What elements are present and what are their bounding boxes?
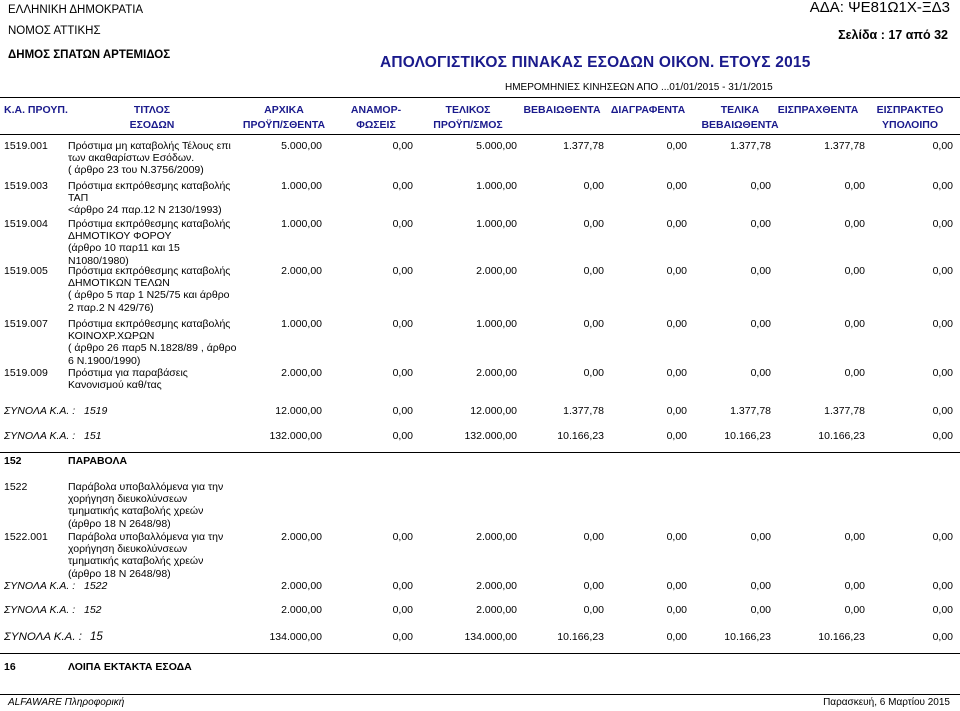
row-code: 1519.005 bbox=[4, 265, 48, 277]
totals-code: 1519 bbox=[84, 405, 108, 417]
value-cell: 0,00 bbox=[932, 604, 953, 616]
column-header: ΑΝΑΜΟΡ- bbox=[350, 104, 402, 116]
value-cell: 0,00 bbox=[932, 180, 953, 192]
column-header: ΔΙΑΓΡΑΦΕΝΤΑ bbox=[610, 104, 686, 116]
value-cell: 0,00 bbox=[932, 430, 953, 442]
row-description: ( άρθρο 23 του Ν.3756/2009) bbox=[68, 164, 204, 177]
column-header: ΒΕΒΑΙΩΘΕΝΤΑ bbox=[523, 104, 601, 116]
row-description: ΔΗΜΟΤΙΚΩΝ ΤΕΛΩΝ bbox=[68, 277, 170, 290]
totals-label: ΣΥΝΟΛΑ Κ.Α. : bbox=[4, 631, 82, 643]
country-label: ΕΛΛΗΝΙΚΗ ΔΗΜΟΚΡΑΤΙΑ bbox=[8, 4, 144, 16]
totals-code: 1522 bbox=[84, 580, 108, 592]
row-code: 1522 bbox=[4, 481, 28, 493]
value-cell: 0,00 bbox=[583, 367, 604, 379]
value-cell: 12.000,00 bbox=[275, 405, 322, 417]
row-description: ΚΟΙΝΟΧΡ.ΧΩΡΩΝ bbox=[68, 330, 155, 343]
value-cell: 2.000,00 bbox=[476, 580, 517, 592]
totals-code: 152 bbox=[84, 604, 102, 616]
value-cell: 0,00 bbox=[750, 580, 771, 592]
totals-label: ΣΥΝΟΛΑ Κ.Α. : bbox=[4, 604, 76, 616]
value-cell: 1.000,00 bbox=[281, 180, 322, 192]
value-cell: 0,00 bbox=[932, 631, 953, 643]
footer-date: Παρασκευή, 6 Μαρτίου 2015 bbox=[823, 697, 950, 708]
value-cell: 1.000,00 bbox=[281, 218, 322, 230]
report-title: ΑΠΟΛΟΓΙΣΤΙΚΟΣ ΠΙΝΑΚΑΣ ΕΣΟΔΩΝ ΟΙΚΟΝ. ΕΤΟΥΣ 2015 bbox=[380, 54, 811, 71]
value-cell: 0,00 bbox=[844, 531, 865, 543]
value-cell: 10.166,23 bbox=[818, 631, 865, 643]
footer-rule bbox=[0, 694, 960, 695]
value-cell: 0,00 bbox=[844, 180, 865, 192]
value-cell: 0,00 bbox=[844, 367, 865, 379]
value-cell: 0,00 bbox=[750, 218, 771, 230]
section-rule bbox=[0, 452, 960, 453]
row-description: χορήγηση διευκολύνσεων bbox=[68, 543, 188, 556]
value-cell: 1.377,78 bbox=[563, 140, 604, 152]
value-cell: 0,00 bbox=[583, 265, 604, 277]
column-header: ΤΕΛΙΚΑ bbox=[720, 104, 760, 116]
column-header: ΤΕΛΙΚΟΣ bbox=[445, 104, 491, 116]
column-header-line2: ΕΣΟΔΩΝ bbox=[129, 119, 175, 131]
column-header-line2: ΠΡΟΫΠ/ΣΘΕΝΤΑ bbox=[242, 119, 326, 131]
value-cell: 10.166,23 bbox=[724, 430, 771, 442]
value-cell: 0,00 bbox=[666, 604, 687, 616]
value-cell: 0,00 bbox=[392, 405, 413, 417]
value-cell: 0,00 bbox=[750, 318, 771, 330]
value-cell: 0,00 bbox=[844, 604, 865, 616]
value-cell: 0,00 bbox=[932, 140, 953, 152]
row-description: Ν1080/1980) bbox=[68, 254, 129, 267]
value-cell: 0,00 bbox=[583, 531, 604, 543]
row-code: 1522.001 bbox=[4, 531, 48, 543]
value-cell: 0,00 bbox=[932, 531, 953, 543]
row-description: ( άρθρο 26 παρ5 Ν.1828/89 , άρθρο bbox=[68, 342, 237, 355]
value-cell: 0,00 bbox=[392, 318, 413, 330]
value-cell: 0,00 bbox=[932, 580, 953, 592]
row-description: (άρθρο 18 Ν 2648/98) bbox=[68, 517, 171, 530]
value-cell: 0,00 bbox=[932, 218, 953, 230]
row-description: Πρόστιμα εκπρόθεσμης καταβολής bbox=[68, 318, 231, 330]
row-description: ΔΗΜΟΤΙΚΟΥ ΦΟΡΟΥ bbox=[68, 230, 172, 243]
value-cell: 134.000,00 bbox=[269, 631, 322, 643]
row-description: Πρόστιμα εκπρόθεσμης καταβολής bbox=[68, 218, 231, 230]
totals-label: ΣΥΝΟΛΑ Κ.Α. : bbox=[4, 430, 76, 442]
value-cell: 0,00 bbox=[666, 531, 687, 543]
value-cell: 0,00 bbox=[392, 604, 413, 616]
column-header-line2: ΦΩΣΕΙΣ bbox=[356, 119, 396, 131]
row-code: 1519.004 bbox=[4, 218, 48, 230]
value-cell: 2.000,00 bbox=[281, 265, 322, 277]
date-range: ΗΜΕΡΟΜΗΝΙΕΣ ΚΙΝΗΣΕΩΝ ΑΠΟ ...01/01/2015 - 31/1/2015 bbox=[505, 82, 773, 93]
value-cell: 2.000,00 bbox=[281, 367, 322, 379]
row-description: (άρθρο 10 παρ11 και 15 bbox=[68, 242, 180, 255]
value-cell: 0,00 bbox=[932, 405, 953, 417]
section-title: ΛΟΙΠΑ ΕΚΤΑΚΤΑ ΕΣΟΔΑ bbox=[68, 661, 192, 673]
section-title: ΠΑΡΑΒΟΛΑ bbox=[68, 455, 128, 467]
row-description: χορήγηση διευκολύνσεων bbox=[68, 493, 188, 506]
municipality-label: ΔΗΜΟΣ ΣΠΑΤΩΝ ΑΡΤΕΜΙΔΟΣ bbox=[8, 49, 171, 61]
value-cell: 0,00 bbox=[392, 367, 413, 379]
value-cell: 1.377,78 bbox=[824, 405, 865, 417]
row-description: τμηματικής καταβολής χρεών bbox=[68, 555, 204, 568]
column-header-line2: ΠΡΟΫΠ/ΣΜΟΣ bbox=[433, 119, 503, 131]
row-description: Πρόστιμα μη καταβολής Τέλους επι bbox=[68, 140, 231, 152]
value-cell: 2.000,00 bbox=[476, 531, 517, 543]
value-cell: 0,00 bbox=[666, 265, 687, 277]
ada-code: ΑΔΑ: ΨΕ81Ω1Χ-ΞΔ3 bbox=[809, 0, 950, 16]
value-cell: 2.000,00 bbox=[476, 367, 517, 379]
value-cell: 0,00 bbox=[750, 180, 771, 192]
value-cell: 10.166,23 bbox=[557, 430, 604, 442]
value-cell: 0,00 bbox=[392, 631, 413, 643]
value-cell: 1.377,78 bbox=[730, 405, 771, 417]
value-cell: 0,00 bbox=[750, 367, 771, 379]
value-cell: 0,00 bbox=[750, 265, 771, 277]
value-cell: 0,00 bbox=[666, 367, 687, 379]
value-cell: 0,00 bbox=[392, 140, 413, 152]
value-cell: 0,00 bbox=[392, 265, 413, 277]
value-cell: 10.166,23 bbox=[724, 631, 771, 643]
value-cell: 0,00 bbox=[750, 604, 771, 616]
value-cell: 0,00 bbox=[583, 580, 604, 592]
value-cell: 2.000,00 bbox=[476, 265, 517, 277]
column-header: ΑΡΧΙΚΑ bbox=[264, 104, 304, 116]
row-description: ( άρθρο 5 παρ 1 Ν25/75 και άρθρο bbox=[68, 289, 230, 302]
value-cell: 1.000,00 bbox=[476, 218, 517, 230]
value-cell: 0,00 bbox=[392, 580, 413, 592]
row-description: Κανονισμού καθ/τας bbox=[68, 379, 162, 392]
value-cell: 1.377,78 bbox=[824, 140, 865, 152]
row-description: Πρόστιμα εκπρόθεσμης καταβολής bbox=[68, 265, 231, 277]
column-header: Κ.Α. ΠΡΟΥΠ. bbox=[4, 104, 68, 116]
value-cell: 0,00 bbox=[392, 180, 413, 192]
row-description: (άρθρο 18 Ν 2648/98) bbox=[68, 567, 171, 580]
value-cell: 0,00 bbox=[932, 367, 953, 379]
value-cell: 0,00 bbox=[666, 631, 687, 643]
value-cell: 0,00 bbox=[392, 218, 413, 230]
value-cell: 0,00 bbox=[666, 430, 687, 442]
value-cell: 0,00 bbox=[844, 580, 865, 592]
value-cell: 132.000,00 bbox=[464, 430, 517, 442]
value-cell: 0,00 bbox=[844, 318, 865, 330]
value-cell: 0,00 bbox=[666, 318, 687, 330]
column-header-line2: ΒΕΒΑΙΩΘΕΝΤΑ bbox=[701, 119, 779, 131]
value-cell: 0,00 bbox=[392, 430, 413, 442]
value-cell: 12.000,00 bbox=[470, 405, 517, 417]
value-cell: 10.166,23 bbox=[818, 430, 865, 442]
value-cell: 0,00 bbox=[583, 318, 604, 330]
value-cell: 134.000,00 bbox=[464, 631, 517, 643]
totals-code: 151 bbox=[84, 430, 102, 442]
column-header-line2: ΥΠΟΛΟΙΠΟ bbox=[881, 119, 939, 131]
value-cell: 0,00 bbox=[844, 265, 865, 277]
row-description: Πρόστιμα εκπρόθεσμης καταβολής bbox=[68, 180, 231, 192]
value-cell: 0,00 bbox=[666, 580, 687, 592]
value-cell: 0,00 bbox=[666, 405, 687, 417]
value-cell: 5.000,00 bbox=[476, 140, 517, 152]
section-code: 152 bbox=[4, 455, 22, 467]
value-cell: 1.000,00 bbox=[281, 318, 322, 330]
row-description: <άρθρο 24 παρ.12 Ν 2130/1993) bbox=[68, 204, 222, 217]
row-code: 1519.007 bbox=[4, 318, 48, 330]
row-code: 1519.009 bbox=[4, 367, 48, 379]
value-cell: 1.377,78 bbox=[730, 140, 771, 152]
value-cell: 0,00 bbox=[392, 531, 413, 543]
value-cell: 0,00 bbox=[583, 604, 604, 616]
row-description: Πρόστιμα για παραβάσεις bbox=[68, 367, 188, 379]
row-code: 1519.001 bbox=[4, 140, 48, 152]
row-description: ΤΑΠ bbox=[68, 192, 89, 205]
columns-rule bbox=[0, 134, 960, 135]
value-cell: 5.000,00 bbox=[281, 140, 322, 152]
value-cell: 2.000,00 bbox=[281, 604, 322, 616]
value-cell: 0,00 bbox=[932, 318, 953, 330]
value-cell: 0,00 bbox=[583, 180, 604, 192]
value-cell: 2.000,00 bbox=[476, 604, 517, 616]
value-cell: 0,00 bbox=[583, 218, 604, 230]
prefecture-label: ΝΟΜΟΣ ΑΤΤΙΚΗΣ bbox=[8, 25, 101, 37]
value-cell: 0,00 bbox=[666, 180, 687, 192]
value-cell: 1.000,00 bbox=[476, 180, 517, 192]
column-header: ΕΙΣΠΡΑΧΘΕΝΤΑ bbox=[777, 104, 859, 116]
value-cell: 0,00 bbox=[932, 265, 953, 277]
value-cell: 2.000,00 bbox=[281, 531, 322, 543]
totals-label: ΣΥΝΟΛΑ Κ.Α. : bbox=[4, 580, 76, 592]
value-cell: 2.000,00 bbox=[281, 580, 322, 592]
totals-label: ΣΥΝΟΛΑ Κ.Α. : bbox=[4, 405, 76, 417]
header-rule bbox=[0, 97, 960, 98]
value-cell: 10.166,23 bbox=[557, 631, 604, 643]
row-code: 1519.003 bbox=[4, 180, 48, 192]
value-cell: 132.000,00 bbox=[269, 430, 322, 442]
footer-vendor: ALFAWARE Πληροφορική bbox=[8, 697, 125, 708]
column-header: ΤΙΤΛΟΣ bbox=[133, 104, 171, 116]
value-cell: 1.000,00 bbox=[476, 318, 517, 330]
value-cell: 1.377,78 bbox=[563, 405, 604, 417]
row-description: 2 παρ.2 Ν 429/76) bbox=[68, 301, 154, 314]
value-cell: 0,00 bbox=[750, 531, 771, 543]
row-description: Παράβολα υποβαλλόμενα για την bbox=[68, 481, 224, 493]
row-description: τμηματικής καταβολής χρεών bbox=[68, 505, 204, 518]
section-rule bbox=[0, 653, 960, 654]
totals-code: 15 bbox=[90, 631, 103, 643]
page-number: Σελίδα : 17 από 32 bbox=[838, 28, 948, 42]
row-description: Παράβολα υποβαλλόμενα για την bbox=[68, 531, 224, 543]
value-cell: 0,00 bbox=[666, 218, 687, 230]
column-header: ΕΙΣΠΡΑΚΤΕΟ bbox=[876, 104, 944, 116]
value-cell: 0,00 bbox=[666, 140, 687, 152]
row-description: 6 Ν.1900/1990) bbox=[68, 354, 141, 367]
row-description: των ακαθαρίστων Εσόδων. bbox=[68, 152, 195, 165]
section-code: 16 bbox=[4, 661, 16, 673]
value-cell: 0,00 bbox=[844, 218, 865, 230]
